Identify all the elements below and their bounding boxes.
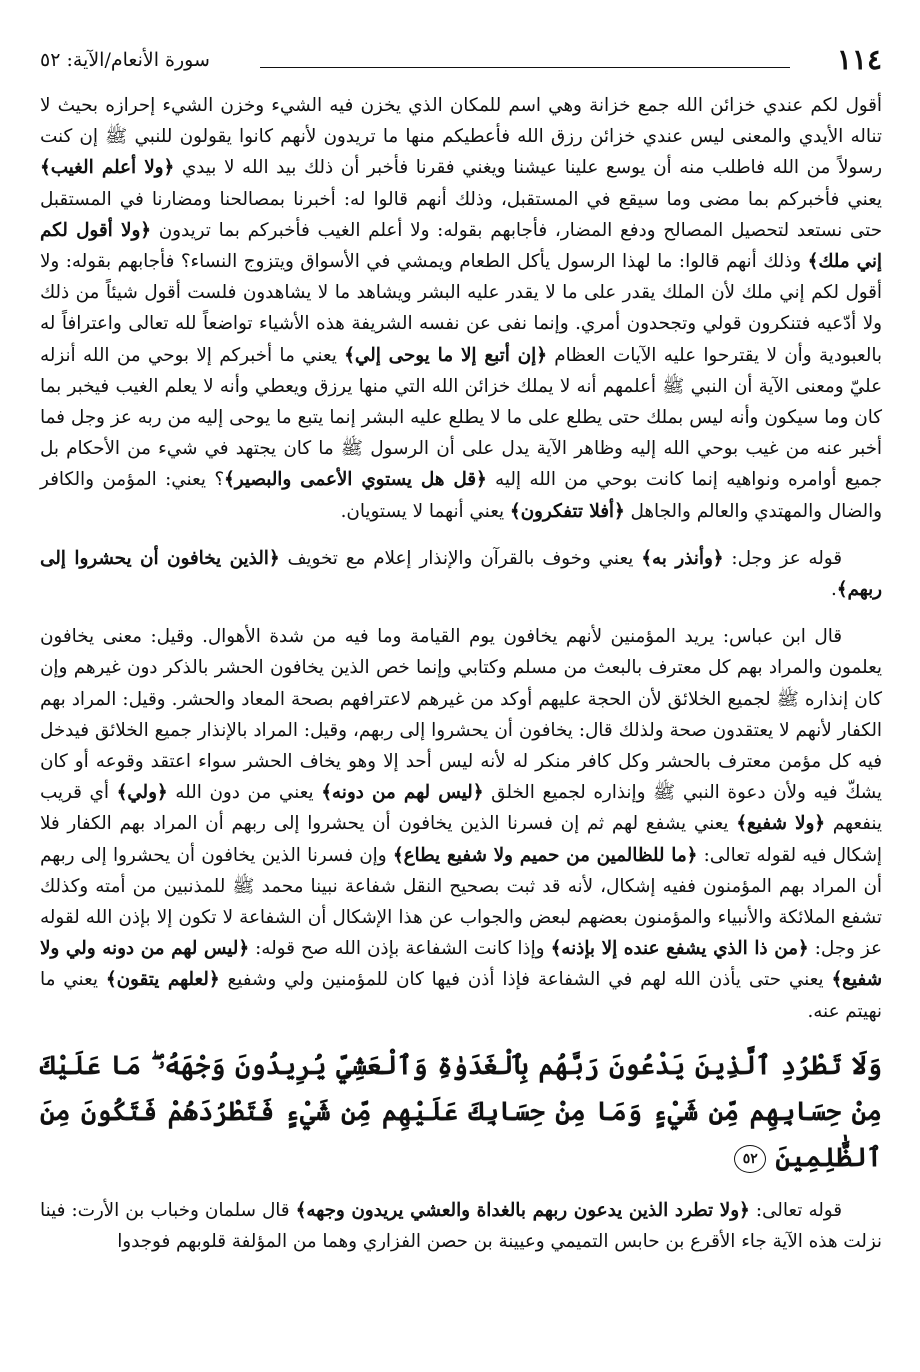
body-text: يعني ما نهيتم عنه. — [40, 969, 882, 1022]
quoted-verse-text: ﴿ولا أعلم الغيب﴾ — [40, 157, 175, 179]
body-text: قال سلمان وخباب بن الأرت: فينا نزلت هذه الآية جاء الأقرع بن حابس التميمي وعيينة بن حصن الفزاري وهما من المؤلفة قلوبهم فوجدوا — [40, 1199, 882, 1253]
quoted-verse-text: ﴿إن أتبع إلا ما يوحى إلي﴾ — [344, 344, 547, 366]
paragraph-commentary-1 — [40, 90, 882, 527]
body-text: يعني أنهما لا يستويان. — [340, 500, 510, 522]
quran-verse — [40, 1043, 882, 1181]
quoted-verse-text: ﴿الذين يخافون أن يحشروا إلى ربهم﴾ — [40, 547, 882, 601]
page-body — [40, 90, 882, 1257]
header-rule — [260, 67, 790, 68]
body-text: قال ابن عباس: يريد المؤمنين لأنهم يخافون يوم القيامة وما فيه من شدة الأهوال. وقيل: معنى يخافون يعلمون والمراد بهم كل معترف بالبعث من مسلم وكتابي وإنما خص الذين يخافون الحشر بالذكر دون غيرهم وإن كان إنذاره ﷺ لجميع الخلائق لأن الحجة عليهم أوكد من غيرهم لاعترافهم بصحة المعاد والحشر. وقيل: المراد بهم الكفار لأنهم لا يعتقدون صحة ولذلك قال: يخافون أن يحشروا إلى ربهم، وقيل: المراد بالإنذار جميع الخلائق فيدخل فيه كل مؤمن معترف بالحشر وكل كافر منكر له لأنه ليس أحد إلا وهو يخاف الحشر سواء اعتقد وقوعه أو كان يشكّ فيه ولأن دعوة النبي ﷺ وإنذاره لجميع الخلق — [40, 626, 882, 804]
body-text: يعني وخوف بالقرآن والإنذار إعلام مع تخويف — [279, 547, 642, 569]
body-text: قوله عز وجل: — [723, 547, 842, 569]
paragraph-commentary-2 — [40, 543, 882, 605]
body-text: ؟ يعني: المؤمن والكافر والضال والمهتدي والعالم والجاهل — [40, 469, 882, 522]
quoted-verse-text: ﴿ولا شفيع﴾ — [736, 813, 826, 835]
body-text: يعني يشفع لهم ثم إن فسرنا الذين يخافون أن يحشروا إلى ربهم أن المراد بهم الكفار فلا إشكال فيه لقوله تعالى: — [40, 813, 882, 866]
body-text: يعني من دون الله — [167, 782, 322, 804]
body-text: وذلك أنهم قالوا: ما لهذا الرسول يأكل الطعام ويمشي في الأسواق ويتزوج النساء؟ فأجابهم بقوله: ولا أقول لكم إني ملك لأن الملك يقدر على ما لا يقدر عليه البشر ويشاهد ما لا يشاهدون فلست أقول شيئاً من ذلك ولا أدّعيه فتنكرون قولي وتجحدون أمري. وإنما نفى عن نفسه الشريفة هذه الأشياء تواضعاً لله تعالى واعترافاً له بالعبودية وأن لا يقترحوا عليه الآيات العظام — [40, 251, 882, 366]
quoted-verse-text: ﴿وأنذر به﴾ — [641, 547, 724, 569]
body-text: قوله تعالى: — [749, 1199, 842, 1221]
quoted-verse-text: ﴿ولي﴾ — [116, 782, 168, 804]
body-text: وإن فسرنا الذين يخافون أن يحشروا إلى ربهم أن المراد بهم المؤمنون ففيه إشكال، لأنه قد ثبت بصحيح النقل شفاعة نبينا محمد ﷺ للمذنبين من أمته وكذلك تشفع الملائكة والأنبياء والمؤمنون بعضهم لبعض والجواب عن هذا الإشكال أن الشفاعة لا تكون إلا بإذن الله لقوله عز وجل: — [40, 844, 882, 960]
quoted-verse-text: ﴿ما للظالمين من حميم ولا شفيع يطاع﴾ — [392, 844, 698, 866]
body-text: يعني حتى يأذن الله لهم في الشفاعة فإذا أذن فيها كان للمؤمنين ولي وشفيع — [219, 969, 832, 991]
quoted-verse-text: ﴿قل هل يستوي الأعمى والبصير﴾ — [224, 469, 487, 491]
quoted-verse-text: ﴿من ذا الذي يشفع عنده إلا بإذنه﴾ — [550, 938, 809, 960]
quoted-verse-text: ﴿ليس لهم من دونه ولي ولا شفيع﴾ — [40, 938, 882, 991]
body-text: يعني ما أخبركم إلا بوحي من الله أنزله عليّ ومعنى الآية أن النبي ﷺ أعلمهم أنه لا يملك خزائن الله التي منها يرزق ويعطي وأنه لا يعلم الغيب فيخبر بما كان وما سيكون وأنه ليس بملك حتى يطلع على ما لا يطلع عليه البشر إنما يتبع ما يوحى إليه من ربه عز وجل فما أخبر عنه من غيب بوحي الله إليه وظاهر الآية يدل على أن الرسول ﷺ ما كان يجتهد في شيء من الأحكام بل جميع أوامره ونواهيه إنما كانت بوحي من الله إليه — [40, 344, 883, 491]
body-text: يعني فأخبركم بما مضى وما سيقع في المستقبل، وذلك أنهم قالوا له: أخبرنا بمصالحنا ومضارنا في المستقبل حتى نستعد لتحصيل المصالح ودفع المضار، فأجابهم بقوله: ولا أعلم الغيب فأخبركم بما تريدون — [40, 188, 882, 241]
page-number: ١١٤ — [836, 43, 882, 76]
page-header — [40, 40, 882, 80]
quoted-verse-text: ﴿لعلهم يتقون﴾ — [105, 969, 220, 991]
body-text: وَلَا تَطْرُدِ ٱلَّذِينَ يَدْعُونَ رَبَّهُم بِٱلْغَدَوٰةِ وَٱلْعَشِيِّ يُرِيدُونَ وَجْهَهُۥ ۖ مَا عَلَيْكَ مِنْ حِسَابِهِم مِّن شَيْءٍ وَمَا مِنْ حِسَابِكَ عَلَيْهِم مِّن شَيْءٍ فَتَطْرُدَهُمْ فَتَكُونَ مِنَ ٱلظَّٰلِمِينَ — [40, 1050, 882, 1173]
body-text: وإذا كانت الشفاعة بإذن الله صح قوله: — [249, 938, 551, 960]
quoted-verse-text: ﴿ولا تطرد الذين يدعون ربهم بالغداة والعشي يريدون وجهه﴾ — [295, 1199, 750, 1221]
ayah-number-marker: ٥٢ — [734, 1145, 766, 1173]
body-text: . — [830, 579, 837, 601]
body-text: أقول لكم عندي خزائن الله جمع خزانة وهي اسم للمكان الذي يخزن فيه الشيء وخزن الشيء إحرازه بحيث لا تناله الأيدي والمعنى ليس عندي خزائن رزق الله فأعطيكم منها ما تريدون لأنهم كانوا يقولون للنبي ﷺ إن كنت رسولاً من الله فاطلب منه أن يوسع علينا عيشنا ويغني فقرنا فأخبر أن ذلك بيد الله لا بيدي — [40, 95, 882, 179]
paragraph-commentary-3 — [40, 621, 882, 1027]
body-text: أي قريب ينفعهم — [40, 782, 883, 835]
quoted-verse-text: ﴿ليس لهم من دونه﴾ — [321, 782, 484, 804]
surah-reference: سورة الأنعام/الآية: ٥٢ — [40, 49, 210, 71]
quoted-verse-text: ﴿أفلا تتفكرون﴾ — [509, 500, 625, 522]
paragraph-commentary-4 — [40, 1195, 882, 1257]
quoted-verse-text: ﴿ولا أقول لكم إني ملك﴾ — [40, 219, 882, 273]
